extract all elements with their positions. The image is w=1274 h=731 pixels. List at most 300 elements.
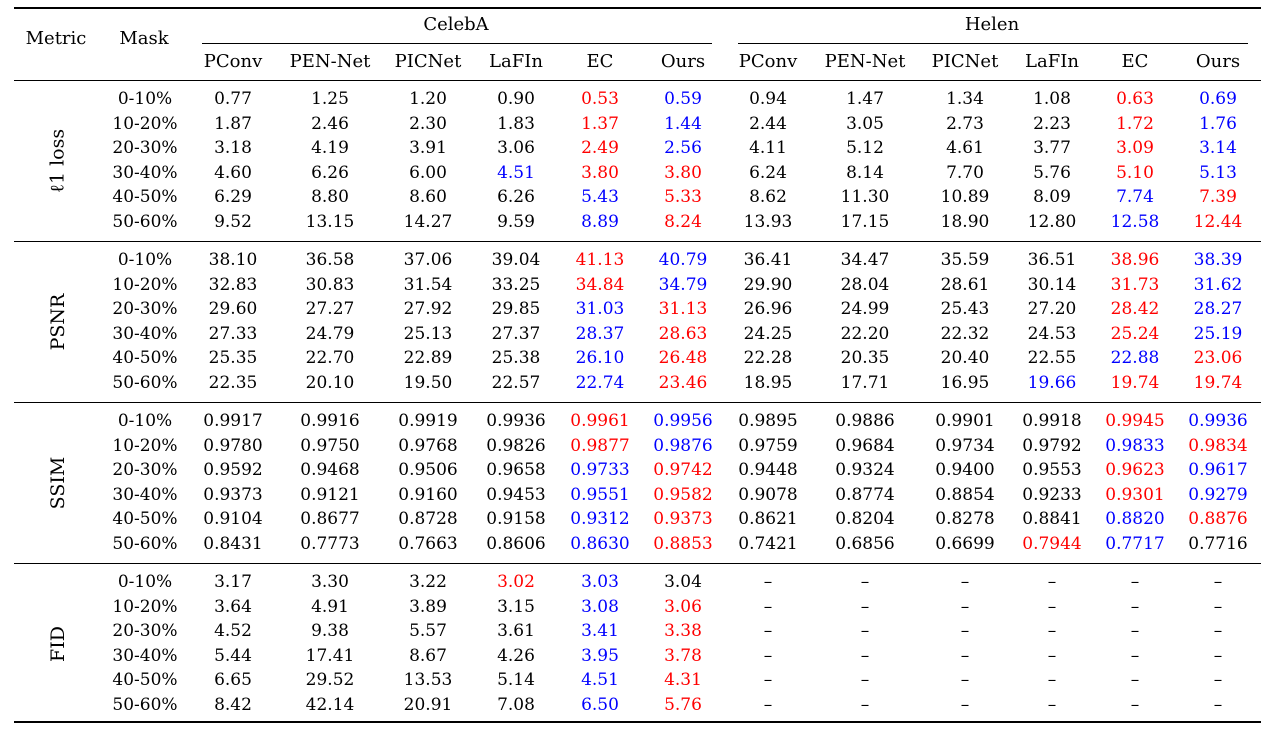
- value-cell: 8.67: [409, 645, 447, 666]
- value-cell: –: [1213, 670, 1223, 691]
- mask-cell: 10-20%: [112, 113, 178, 134]
- value-cell: 29.52: [305, 670, 355, 691]
- value-cell: –: [1130, 621, 1140, 642]
- value-cell: 34.84: [575, 274, 625, 295]
- value-cell: –: [860, 596, 870, 617]
- value-cell: 28.27: [1193, 299, 1243, 320]
- value-cell: 0.9301: [1105, 484, 1165, 505]
- value-cell: 1.72: [1116, 113, 1154, 134]
- value-cell: 19.66: [1027, 373, 1077, 393]
- value-cell: –: [860, 572, 870, 592]
- value-cell: 18.95: [743, 373, 793, 393]
- value-cell: 6.26: [311, 162, 349, 183]
- value-cell: 24.53: [1027, 323, 1077, 344]
- value-cell: 12.58: [1110, 212, 1160, 232]
- value-cell: 0.7773: [300, 534, 360, 554]
- value-cell: 0.9733: [570, 460, 630, 481]
- value-cell: 9.38: [311, 621, 349, 642]
- value-cell: 0.9658: [486, 460, 546, 481]
- value-cell: 40.79: [658, 250, 708, 270]
- dataset-header-helen: Helen: [964, 14, 1020, 35]
- value-cell: 2.23: [1033, 113, 1071, 134]
- value-cell: 5.76: [1033, 162, 1071, 183]
- value-cell: 9.59: [497, 212, 535, 232]
- value-cell: 5.12: [846, 138, 884, 159]
- value-cell: 25.13: [403, 323, 453, 344]
- value-cell: 0.9121: [300, 484, 360, 505]
- value-cell: 5.33: [664, 187, 702, 208]
- section-rule-2: [14, 402, 1261, 403]
- value-cell: 38.10: [208, 250, 258, 270]
- value-cell: 34.79: [658, 274, 708, 295]
- value-cell: 1.37: [581, 113, 619, 134]
- value-cell: 23.46: [658, 373, 708, 393]
- value-cell: 0.9373: [653, 509, 713, 530]
- value-cell: 3.95: [581, 645, 619, 666]
- value-cell: 8.89: [581, 212, 619, 232]
- value-cell: –: [1047, 596, 1057, 617]
- method-header-helen-pconv: PConv: [738, 51, 798, 72]
- value-cell: 0.9468: [300, 460, 360, 481]
- value-cell: 17.15: [840, 212, 890, 232]
- value-cell: 2.56: [664, 138, 702, 159]
- value-cell: 0.6856: [835, 534, 895, 554]
- value-cell: 4.51: [581, 670, 619, 691]
- value-cell: 6.29: [214, 187, 252, 208]
- value-cell: 26.48: [658, 348, 708, 369]
- value-cell: 25.19: [1193, 323, 1243, 344]
- value-cell: –: [1047, 695, 1057, 715]
- value-cell: 0.9877: [570, 435, 630, 456]
- value-cell: 0.90: [497, 89, 535, 109]
- value-cell: –: [763, 621, 773, 642]
- mask-header: Mask: [119, 28, 169, 49]
- value-cell: 0.8677: [300, 509, 360, 530]
- value-cell: 22.74: [575, 373, 625, 393]
- value-cell: 8.14: [846, 162, 884, 183]
- metric-label-3: FID: [47, 625, 69, 662]
- value-cell: 3.64: [214, 596, 252, 617]
- mask-cell: 50-60%: [112, 373, 178, 393]
- value-cell: 0.9886: [835, 411, 895, 431]
- value-cell: 38.96: [1110, 250, 1160, 270]
- value-cell: 0.9895: [738, 411, 798, 431]
- value-cell: 1.47: [846, 89, 884, 109]
- mask-cell: 0-10%: [117, 572, 173, 592]
- value-cell: 27.37: [491, 323, 541, 344]
- value-cell: 1.44: [664, 113, 702, 134]
- mask-cell: 30-40%: [112, 645, 178, 666]
- value-cell: –: [763, 645, 773, 666]
- value-cell: 42.14: [305, 695, 355, 715]
- value-cell: 31.03: [575, 299, 625, 320]
- mask-cell: 50-60%: [112, 212, 178, 232]
- value-cell: 0.69: [1199, 89, 1237, 109]
- value-cell: 3.91: [409, 138, 447, 159]
- value-cell: 0.94: [749, 89, 787, 109]
- value-cell: 0.8728: [398, 509, 458, 530]
- value-cell: 0.9834: [1188, 435, 1248, 456]
- value-cell: 37.06: [403, 250, 453, 270]
- value-cell: 29.85: [491, 299, 541, 320]
- value-cell: 0.9684: [835, 435, 895, 456]
- value-cell: 0.9312: [570, 509, 630, 530]
- value-cell: 4.19: [311, 138, 349, 159]
- value-cell: 0.8774: [835, 484, 895, 505]
- metric-header: Metric: [25, 28, 87, 49]
- value-cell: 0.9792: [1022, 435, 1082, 456]
- value-cell: 2.46: [311, 113, 349, 134]
- value-cell: 22.88: [1110, 348, 1160, 369]
- value-cell: –: [960, 572, 970, 592]
- section-rule-1: [14, 241, 1261, 242]
- value-cell: 5.43: [581, 187, 619, 208]
- value-cell: 0.63: [1116, 89, 1154, 109]
- value-cell: 22.35: [208, 373, 258, 393]
- mask-cell: 0-10%: [117, 89, 173, 109]
- value-cell: 0.9324: [835, 460, 895, 481]
- value-cell: –: [1213, 621, 1223, 642]
- value-cell: 7.70: [946, 162, 984, 183]
- value-cell: 0.9158: [486, 509, 546, 530]
- value-cell: 0.9734: [935, 435, 995, 456]
- value-cell: 19.74: [1110, 373, 1160, 393]
- value-cell: 3.18: [214, 138, 252, 159]
- value-cell: 29.60: [208, 299, 258, 320]
- value-cell: 0.9373: [203, 484, 263, 505]
- value-cell: 0.8853: [653, 534, 713, 554]
- value-cell: 3.80: [664, 162, 702, 183]
- value-cell: 1.20: [409, 89, 447, 109]
- value-cell: 6.50: [581, 695, 619, 715]
- value-cell: 30.83: [305, 274, 355, 295]
- value-cell: 20.40: [940, 348, 990, 369]
- value-cell: 2.49: [581, 138, 619, 159]
- celeba-group-rule: [202, 43, 712, 44]
- value-cell: 0.9919: [398, 411, 458, 431]
- value-cell: 22.32: [940, 323, 990, 344]
- value-cell: 0.9551: [570, 484, 630, 505]
- value-cell: 31.54: [403, 274, 453, 295]
- value-cell: 12.44: [1193, 212, 1243, 232]
- metric-label-1: PSNR: [47, 293, 69, 350]
- value-cell: 8.42: [214, 695, 252, 715]
- value-cell: 9.52: [214, 212, 252, 232]
- method-header-celeba-ours: Ours: [660, 51, 706, 72]
- value-cell: 4.60: [214, 162, 252, 183]
- value-cell: 3.15: [497, 596, 535, 617]
- bottom-rule: [14, 721, 1261, 723]
- value-cell: 3.14: [1199, 138, 1237, 159]
- value-cell: 8.60: [409, 187, 447, 208]
- value-cell: 19.50: [403, 373, 453, 393]
- value-cell: –: [960, 621, 970, 642]
- value-cell: 3.09: [1116, 138, 1154, 159]
- value-cell: –: [763, 572, 773, 592]
- value-cell: 4.52: [214, 621, 252, 642]
- value-cell: 0.9448: [738, 460, 798, 481]
- mask-cell: 0-10%: [117, 250, 173, 270]
- value-cell: 0.9780: [203, 435, 263, 456]
- value-cell: 0.8606: [486, 534, 546, 554]
- value-cell: –: [960, 645, 970, 666]
- value-cell: 22.70: [305, 348, 355, 369]
- value-cell: 4.26: [497, 645, 535, 666]
- value-cell: –: [1130, 670, 1140, 691]
- mask-cell: 10-20%: [112, 274, 178, 295]
- value-cell: 13.15: [305, 212, 355, 232]
- method-header-helen-pen-net: PEN-Net: [824, 51, 906, 72]
- value-cell: 6.00: [409, 162, 447, 183]
- value-cell: 25.38: [491, 348, 541, 369]
- value-cell: 3.61: [497, 621, 535, 642]
- value-cell: 3.05: [846, 113, 884, 134]
- value-cell: –: [1213, 695, 1223, 715]
- mask-cell: 50-60%: [112, 695, 178, 715]
- helen-group-rule: [738, 43, 1248, 44]
- value-cell: 0.7716: [1188, 534, 1248, 554]
- mask-cell: 0-10%: [117, 411, 173, 431]
- value-cell: 27.27: [305, 299, 355, 320]
- value-cell: 0.8820: [1105, 509, 1165, 530]
- value-cell: 0.59: [664, 89, 702, 109]
- value-cell: 0.9078: [738, 484, 798, 505]
- value-cell: 34.47: [840, 250, 890, 270]
- value-cell: 3.77: [1033, 138, 1071, 159]
- value-cell: 20.10: [305, 373, 355, 393]
- value-cell: –: [1047, 572, 1057, 592]
- value-cell: 0.8630: [570, 534, 630, 554]
- value-cell: 1.83: [497, 113, 535, 134]
- value-cell: 0.8621: [738, 509, 798, 530]
- value-cell: 3.80: [581, 162, 619, 183]
- value-cell: 26.96: [743, 299, 793, 320]
- value-cell: 11.30: [840, 187, 890, 208]
- value-cell: –: [1130, 596, 1140, 617]
- value-cell: –: [1130, 572, 1140, 592]
- method-header-celeba-pconv: PConv: [203, 51, 263, 72]
- value-cell: 27.20: [1027, 299, 1077, 320]
- value-cell: 0.9916: [300, 411, 360, 431]
- method-header-helen-ours: Ours: [1195, 51, 1241, 72]
- value-cell: –: [1213, 645, 1223, 666]
- value-cell: 20.91: [403, 695, 453, 715]
- value-cell: 28.63: [658, 323, 708, 344]
- value-cell: 5.57: [409, 621, 447, 642]
- value-cell: 12.80: [1027, 212, 1077, 232]
- mask-cell: 40-50%: [112, 509, 178, 530]
- value-cell: –: [960, 695, 970, 715]
- value-cell: 0.9876: [653, 435, 713, 456]
- value-cell: 0.7717: [1105, 534, 1165, 554]
- value-cell: 3.02: [497, 572, 535, 592]
- value-cell: –: [860, 670, 870, 691]
- value-cell: 0.9901: [935, 411, 995, 431]
- value-cell: 10.89: [940, 187, 990, 208]
- value-cell: 3.22: [409, 572, 447, 592]
- value-cell: 3.06: [664, 596, 702, 617]
- value-cell: 6.24: [749, 162, 787, 183]
- value-cell: 3.04: [664, 572, 702, 592]
- value-cell: 3.03: [581, 572, 619, 592]
- method-header-celeba-picnet: PICNet: [394, 51, 462, 72]
- value-cell: 0.8841: [1022, 509, 1082, 530]
- mask-cell: 40-50%: [112, 670, 178, 691]
- value-cell: 8.80: [311, 187, 349, 208]
- value-cell: 3.41: [581, 621, 619, 642]
- value-cell: 22.57: [491, 373, 541, 393]
- value-cell: 6.26: [497, 187, 535, 208]
- value-cell: –: [1047, 621, 1057, 642]
- value-cell: 2.30: [409, 113, 447, 134]
- value-cell: 28.61: [940, 274, 990, 295]
- value-cell: 23.06: [1193, 348, 1243, 369]
- mask-cell: 30-40%: [112, 484, 178, 505]
- value-cell: 41.13: [575, 250, 625, 270]
- value-cell: 36.41: [743, 250, 793, 270]
- value-cell: 0.53: [581, 89, 619, 109]
- value-cell: –: [860, 621, 870, 642]
- value-cell: 0.9553: [1022, 460, 1082, 481]
- mask-cell: 10-20%: [112, 435, 178, 456]
- value-cell: 0.9750: [300, 435, 360, 456]
- value-cell: 3.38: [664, 621, 702, 642]
- method-header-celeba-ec: EC: [586, 51, 614, 72]
- value-cell: 13.93: [743, 212, 793, 232]
- value-cell: 0.9623: [1105, 460, 1165, 481]
- mask-cell: 30-40%: [112, 162, 178, 183]
- value-cell: 0.9917: [203, 411, 263, 431]
- mask-cell: 40-50%: [112, 348, 178, 369]
- section-rule-3: [14, 563, 1261, 564]
- value-cell: 29.90: [743, 274, 793, 295]
- value-cell: 19.74: [1193, 373, 1243, 393]
- value-cell: 7.74: [1116, 187, 1154, 208]
- value-cell: 0.9506: [398, 460, 458, 481]
- value-cell: 28.42: [1110, 299, 1160, 320]
- value-cell: 1.25: [311, 89, 349, 109]
- value-cell: 0.8854: [935, 484, 995, 505]
- value-cell: 5.13: [1199, 162, 1237, 183]
- value-cell: 3.08: [581, 596, 619, 617]
- value-cell: 1.34: [946, 89, 984, 109]
- value-cell: 36.51: [1027, 250, 1077, 270]
- mask-cell: 20-30%: [112, 299, 178, 320]
- mask-cell: 20-30%: [112, 138, 178, 159]
- mask-cell: 30-40%: [112, 323, 178, 344]
- value-cell: 33.25: [491, 274, 541, 295]
- value-cell: 38.39: [1193, 250, 1243, 270]
- value-cell: 16.95: [940, 373, 990, 393]
- value-cell: 26.10: [575, 348, 625, 369]
- value-cell: 3.89: [409, 596, 447, 617]
- value-cell: 8.09: [1033, 187, 1071, 208]
- value-cell: 31.62: [1193, 274, 1243, 295]
- method-header-helen-picnet: PICNet: [931, 51, 999, 72]
- value-cell: 32.83: [208, 274, 258, 295]
- value-cell: 0.9279: [1188, 484, 1248, 505]
- value-cell: –: [860, 645, 870, 666]
- value-cell: –: [763, 695, 773, 715]
- value-cell: 0.9833: [1105, 435, 1165, 456]
- value-cell: 5.44: [214, 645, 252, 666]
- method-header-helen-lafin: LaFIn: [1025, 51, 1079, 72]
- value-cell: 18.90: [940, 212, 990, 232]
- value-cell: 0.9936: [486, 411, 546, 431]
- value-cell: 4.31: [664, 670, 702, 691]
- value-cell: 1.76: [1199, 113, 1237, 134]
- value-cell: 0.9936: [1188, 411, 1248, 431]
- value-cell: 22.20: [840, 323, 890, 344]
- value-cell: 17.71: [840, 373, 890, 393]
- value-cell: 3.30: [311, 572, 349, 592]
- dataset-header-celeba: CelebA: [423, 14, 489, 35]
- value-cell: –: [960, 596, 970, 617]
- value-cell: 0.9453: [486, 484, 546, 505]
- method-header-celeba-pen-net: PEN-Net: [289, 51, 371, 72]
- value-cell: 0.9592: [203, 460, 263, 481]
- value-cell: 17.41: [305, 645, 355, 666]
- value-cell: 13.53: [403, 670, 453, 691]
- value-cell: 22.89: [403, 348, 453, 369]
- value-cell: 0.9918: [1022, 411, 1082, 431]
- method-header-helen-ec: EC: [1121, 51, 1149, 72]
- value-cell: 24.99: [840, 299, 890, 320]
- value-cell: –: [1130, 695, 1140, 715]
- mask-cell: 10-20%: [112, 596, 178, 617]
- value-cell: –: [763, 670, 773, 691]
- value-cell: 3.78: [664, 645, 702, 666]
- value-cell: 25.24: [1110, 323, 1160, 344]
- value-cell: 0.7944: [1022, 534, 1082, 554]
- value-cell: 0.9617: [1188, 460, 1248, 481]
- value-cell: 31.13: [658, 299, 708, 320]
- metric-label-0: ℓ1 loss: [46, 128, 69, 193]
- mask-cell: 40-50%: [112, 187, 178, 208]
- value-cell: 24.25: [743, 323, 793, 344]
- value-cell: 0.9582: [653, 484, 713, 505]
- value-cell: 30.14: [1027, 274, 1077, 295]
- value-cell: 8.62: [749, 187, 787, 208]
- value-cell: 0.9104: [203, 509, 263, 530]
- value-cell: 22.28: [743, 348, 793, 369]
- value-cell: 4.61: [946, 138, 984, 159]
- value-cell: 27.33: [208, 323, 258, 344]
- value-cell: 25.35: [208, 348, 258, 369]
- value-cell: 0.8278: [935, 509, 995, 530]
- method-header-celeba-lafin: LaFIn: [489, 51, 543, 72]
- value-cell: 4.11: [749, 138, 787, 159]
- value-cell: 0.9400: [935, 460, 995, 481]
- value-cell: 0.8431: [203, 534, 263, 554]
- top-rule: [14, 7, 1261, 9]
- value-cell: 25.43: [940, 299, 990, 320]
- value-cell: 0.9945: [1105, 411, 1165, 431]
- value-cell: 0.9961: [570, 411, 630, 431]
- value-cell: 0.9160: [398, 484, 458, 505]
- value-cell: 3.17: [214, 572, 252, 592]
- value-cell: 39.04: [491, 250, 541, 270]
- value-cell: 7.08: [497, 695, 535, 715]
- metric-label-2: SSIM: [47, 456, 69, 509]
- header-rule: [14, 80, 1261, 81]
- value-cell: 4.51: [497, 162, 535, 183]
- value-cell: 24.79: [305, 323, 355, 344]
- value-cell: 28.37: [575, 323, 625, 344]
- value-cell: 0.9956: [653, 411, 713, 431]
- value-cell: 0.7663: [398, 534, 458, 554]
- value-cell: –: [763, 596, 773, 617]
